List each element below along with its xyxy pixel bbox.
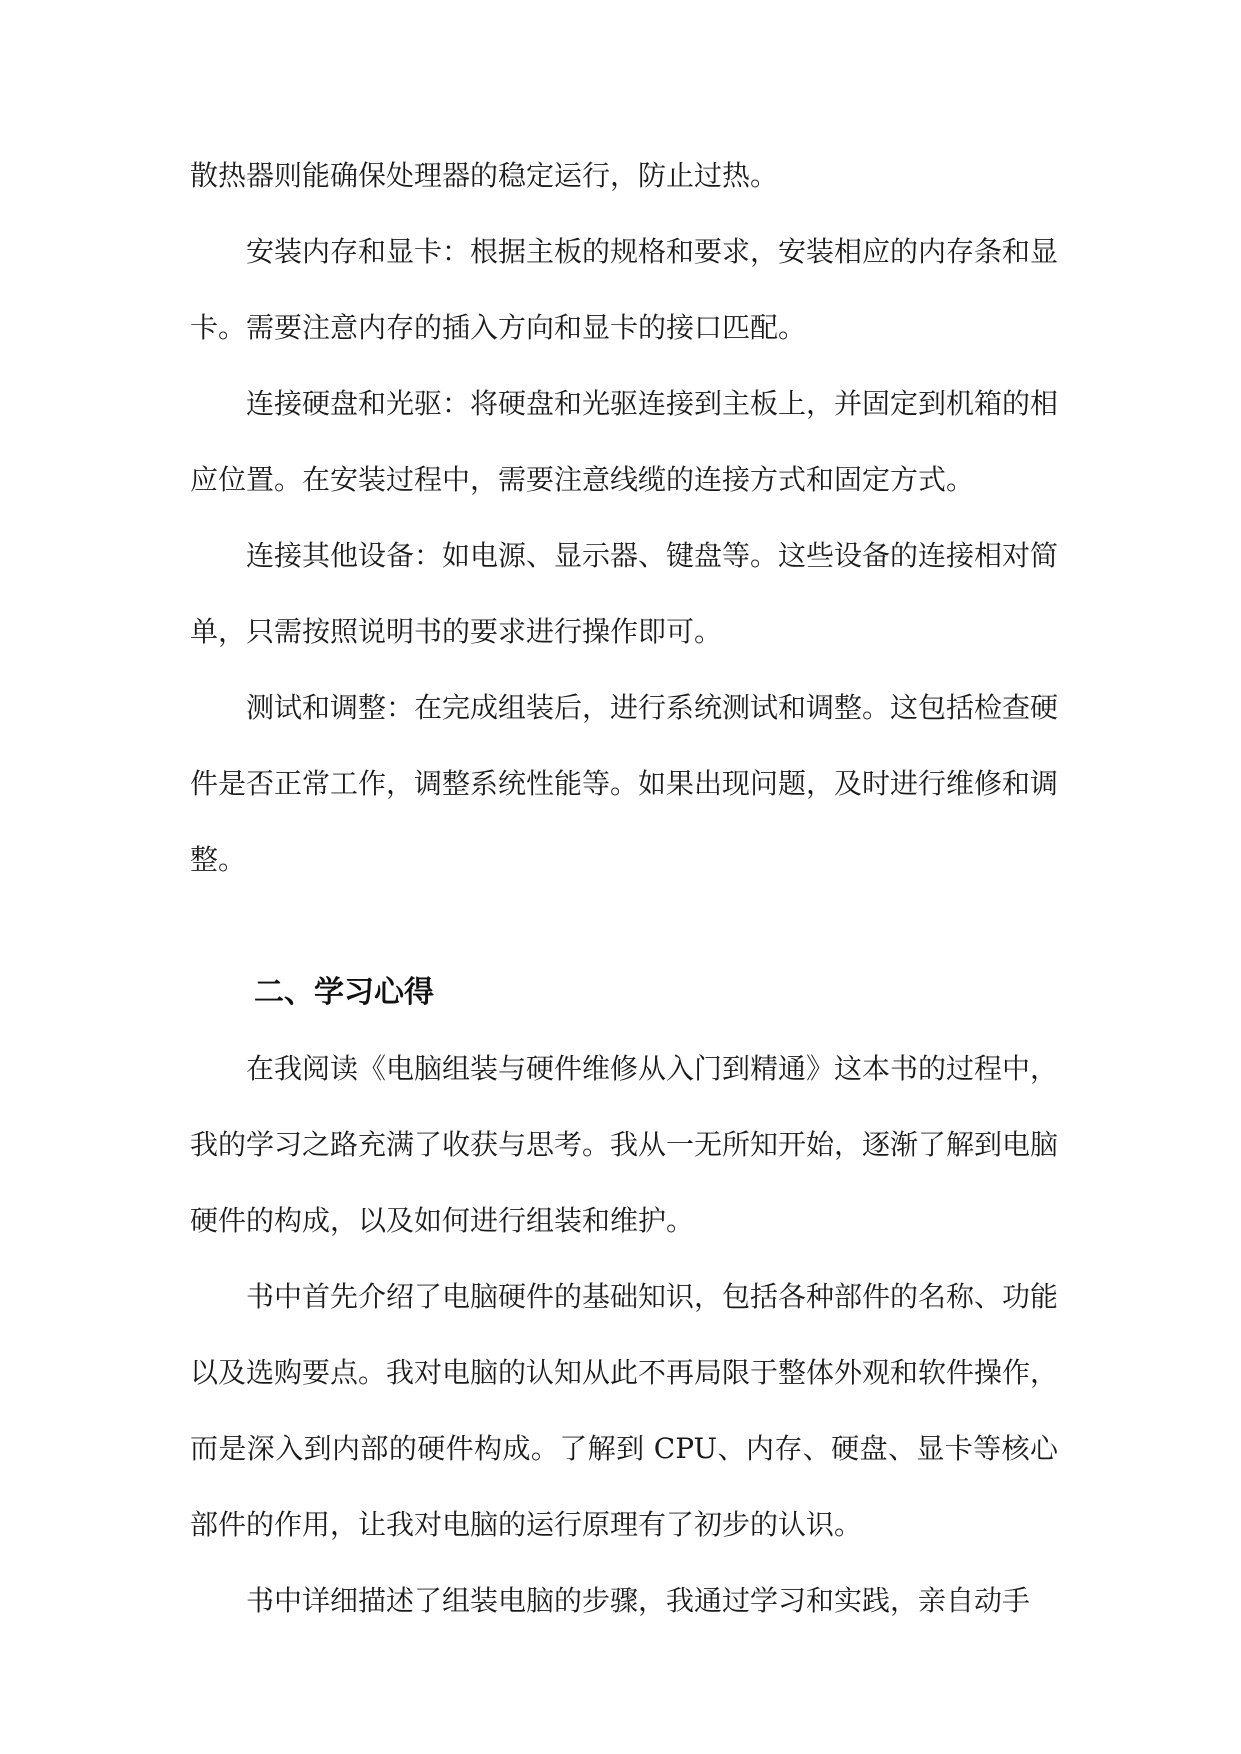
section-heading: 二、学习心得	[254, 975, 434, 1010]
paragraph-connect-devices: 连接其他设备：如电源、显示器、键盘等。这些设备的连接相对简单，只需按照说明书的要求进行操作即可。	[190, 539, 1059, 648]
document-body	[190, 138, 1058, 1639]
paragraph-install-memory-gpu: 安装内存和显卡：根据主板的规格和要求，安装相应的内存条和显卡。需要注意内存的插入方向和显卡的接口匹配。	[190, 235, 1059, 344]
paragraph-test-adjust: 测试和调整：在完成组装后，进行系统测试和调整。这包括检查硬件是否正常工作，调整系统性能等。如果出现问题，及时进行维修和调整。	[190, 691, 1059, 876]
paragraph-hardware-basics: 书中首先介绍了电脑硬件的基础知识，包括各种部件的名称、功能以及选购要点。我对电脑的认知从此不再局限于整体外观和软件操作，而是深入到内部的硬件构成。了解到 CPU、内存、硬盘、显卡等核心部件的作用，让我对电脑的运行原理有了初步的认识。	[190, 1280, 1059, 1541]
paragraph-heatsink: 散热器则能确保处理器的稳定运行，防止过热。	[190, 159, 779, 192]
paragraph-reading-experience: 在我阅读《电脑组装与硬件维修从入门到精通》这本书的过程中，我的学习之路充满了收获与思考。我从一无所知开始，逐渐了解到电脑硬件的构成，以及如何进行组装和维护。	[190, 1052, 1059, 1237]
paragraph-assembly-steps: 书中详细描述了组装电脑的步骤，我通过学习和实践，亲自动手	[246, 1584, 1031, 1617]
paragraph-connect-drives: 连接硬盘和光驱：将硬盘和光驱连接到主板上，并固定到机箱的相应位置。在安装过程中，需要注意线缆的连接方式和固定方式。	[190, 387, 1059, 496]
